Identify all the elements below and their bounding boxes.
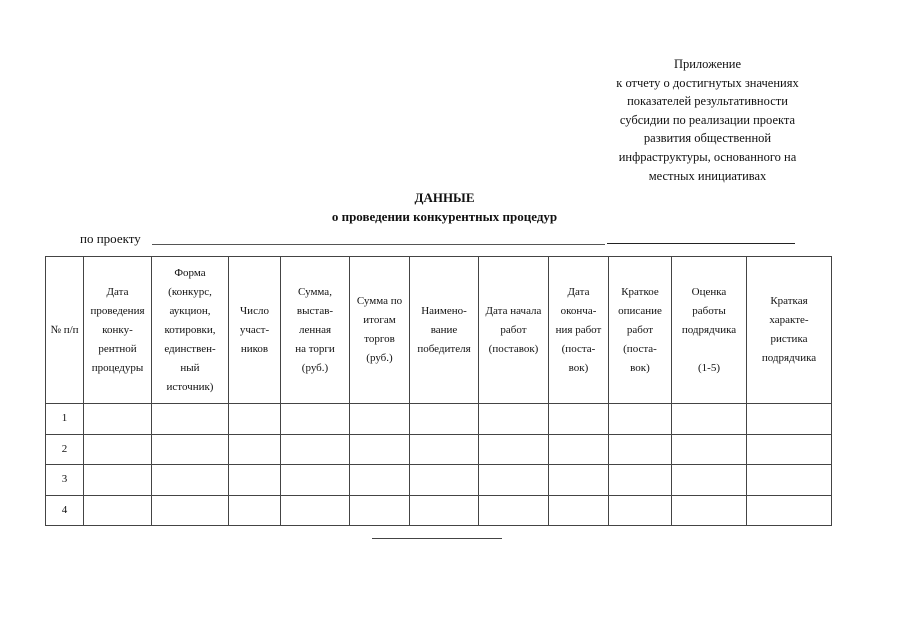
project-name-blank-line bbox=[152, 244, 605, 245]
column-header-line: вок) bbox=[568, 361, 589, 374]
table-cell bbox=[152, 495, 229, 526]
column-header-11 bbox=[747, 257, 832, 404]
row-number: 3 bbox=[46, 465, 84, 496]
column-header-line: Число bbox=[240, 304, 269, 317]
column-header-line: Форма bbox=[174, 266, 206, 279]
table-cell bbox=[479, 495, 549, 526]
table-cell bbox=[609, 404, 672, 435]
table-cell bbox=[84, 404, 152, 435]
appendix-line: местных инициативах bbox=[648, 168, 767, 183]
column-header-line: Дата начала bbox=[485, 304, 542, 317]
table-cell bbox=[672, 495, 747, 526]
table-cell bbox=[549, 434, 609, 465]
appendix-line: инфраструктуры, основанного на bbox=[618, 149, 797, 164]
column-header-line: аукцион, bbox=[169, 304, 211, 317]
column-header-line: ния работ bbox=[555, 323, 602, 336]
table-cell bbox=[281, 495, 350, 526]
column-header-line: участ- bbox=[239, 323, 270, 336]
table-row bbox=[46, 495, 832, 526]
column-header-line: Оценка bbox=[691, 285, 727, 298]
column-header-line: оконча- bbox=[560, 304, 597, 317]
appendix-line: развития общественной bbox=[643, 131, 772, 146]
table-header-row bbox=[46, 257, 832, 404]
table-cell bbox=[609, 465, 672, 496]
column-header-line: подрядчика bbox=[681, 323, 737, 336]
table-cell bbox=[549, 495, 609, 526]
column-header-line: ный bbox=[180, 361, 200, 374]
table-cell bbox=[479, 434, 549, 465]
appendix-line: к отчету о достигнутых значениях bbox=[616, 75, 799, 90]
appendix-line: показателей результативности bbox=[627, 94, 788, 109]
signature-line bbox=[372, 538, 502, 539]
appendix-line: Приложение bbox=[673, 57, 742, 71]
row-number: 4 bbox=[46, 495, 84, 526]
table-row bbox=[46, 465, 832, 496]
column-header-line: Сумма по bbox=[356, 295, 403, 307]
table-cell bbox=[410, 404, 479, 435]
column-header-line bbox=[672, 340, 746, 359]
table-cell bbox=[84, 465, 152, 496]
table-cell bbox=[350, 465, 410, 496]
table-cell bbox=[229, 495, 281, 526]
column-header-line: Дата bbox=[106, 285, 129, 298]
table-cell bbox=[281, 465, 350, 496]
table-cell bbox=[350, 495, 410, 526]
column-header-2 bbox=[152, 257, 229, 404]
table-cell bbox=[84, 434, 152, 465]
table-cell bbox=[549, 404, 609, 435]
column-header-line: (поста- bbox=[561, 342, 596, 355]
project-label: по проекту bbox=[80, 231, 141, 246]
column-header-line: Краткая bbox=[770, 295, 808, 307]
table-cell bbox=[350, 434, 410, 465]
table-cell bbox=[229, 465, 281, 496]
table-row bbox=[46, 434, 832, 465]
document-subtitle: о проведении конкурентных процедур bbox=[331, 209, 558, 224]
table-cell bbox=[410, 434, 479, 465]
column-header-line: описание bbox=[618, 304, 662, 317]
column-header-line: (поста- bbox=[623, 342, 657, 355]
column-header-line: работы bbox=[692, 304, 726, 317]
table-cell bbox=[281, 434, 350, 465]
table-cell bbox=[84, 495, 152, 526]
column-header-line: источник) bbox=[166, 380, 214, 393]
column-header-line: единствен- bbox=[164, 342, 216, 355]
project-name-blank-line-extension bbox=[607, 243, 795, 244]
table-cell bbox=[747, 434, 832, 465]
column-header-4 bbox=[281, 257, 350, 404]
column-header-line: котировки, bbox=[164, 323, 216, 336]
table-cell bbox=[410, 495, 479, 526]
appendix-line: субсидии по реализации проекта bbox=[619, 112, 796, 127]
column-header-10 bbox=[672, 257, 747, 404]
table-cell bbox=[479, 404, 549, 435]
table-cell bbox=[747, 404, 832, 435]
column-header-9 bbox=[609, 257, 672, 404]
table-cell bbox=[747, 465, 832, 496]
column-header-line: проведения bbox=[90, 304, 145, 317]
column-header-1 bbox=[84, 257, 152, 404]
column-header-line: (поставок) bbox=[488, 342, 539, 355]
column-header-line: конку- bbox=[102, 323, 133, 336]
column-header-line: выстав- bbox=[296, 304, 334, 317]
column-header-line: ников bbox=[240, 342, 269, 355]
column-header-line: работ bbox=[500, 323, 527, 336]
column-header-3 bbox=[229, 257, 281, 404]
table-cell bbox=[672, 434, 747, 465]
column-header-line: торгов bbox=[364, 333, 395, 345]
table-cell bbox=[609, 495, 672, 526]
column-header-line: ристика bbox=[770, 333, 808, 345]
appendix-block bbox=[580, 55, 835, 185]
table-cell bbox=[410, 465, 479, 496]
table-cell bbox=[229, 434, 281, 465]
row-number: 2 bbox=[46, 434, 84, 465]
table-row bbox=[46, 404, 832, 435]
document-title: ДАННЫЕ bbox=[414, 190, 475, 205]
procedures-table bbox=[45, 256, 832, 526]
column-header-line: подрядчика bbox=[761, 352, 817, 364]
column-header-line: (руб.) bbox=[301, 361, 329, 374]
table-cell bbox=[747, 495, 832, 526]
column-header-line: вание bbox=[430, 323, 458, 336]
table-cell bbox=[281, 404, 350, 435]
column-header-line: на торги bbox=[295, 342, 335, 355]
column-header-line: (руб.) bbox=[366, 352, 393, 364]
table-cell bbox=[672, 404, 747, 435]
table-cell bbox=[152, 465, 229, 496]
column-header-line: характе- bbox=[769, 314, 809, 326]
table-cell bbox=[152, 434, 229, 465]
column-header-line: Краткое bbox=[621, 285, 659, 298]
column-header-0 bbox=[46, 257, 84, 404]
table-cell bbox=[672, 465, 747, 496]
column-header-7 bbox=[479, 257, 549, 404]
table-cell bbox=[549, 465, 609, 496]
column-header-line: Наимено- bbox=[421, 304, 467, 317]
column-header-line: работ bbox=[626, 323, 654, 336]
column-header-line: процедуры bbox=[91, 361, 144, 374]
column-header-line: рентной bbox=[98, 342, 137, 355]
column-header-line: итогам bbox=[363, 314, 396, 326]
table-cell bbox=[229, 404, 281, 435]
column-header-line: (1-5) bbox=[698, 361, 720, 374]
column-header-5 bbox=[350, 257, 410, 404]
row-number: 1 bbox=[46, 404, 84, 435]
table-cell bbox=[479, 465, 549, 496]
table-cell bbox=[350, 404, 410, 435]
column-header-6 bbox=[410, 257, 479, 404]
column-header-8 bbox=[549, 257, 609, 404]
column-header-line: Сумма, bbox=[298, 285, 332, 298]
column-header-line: ленная bbox=[298, 323, 332, 336]
column-header-line: (конкурс, bbox=[168, 285, 212, 298]
column-header-line: Дата bbox=[567, 285, 590, 298]
table-cell bbox=[609, 434, 672, 465]
table-cell bbox=[152, 404, 229, 435]
column-header-line: № п/п bbox=[50, 323, 79, 336]
column-header-line: победителя bbox=[417, 342, 471, 355]
column-header-line: вок) bbox=[630, 361, 650, 374]
